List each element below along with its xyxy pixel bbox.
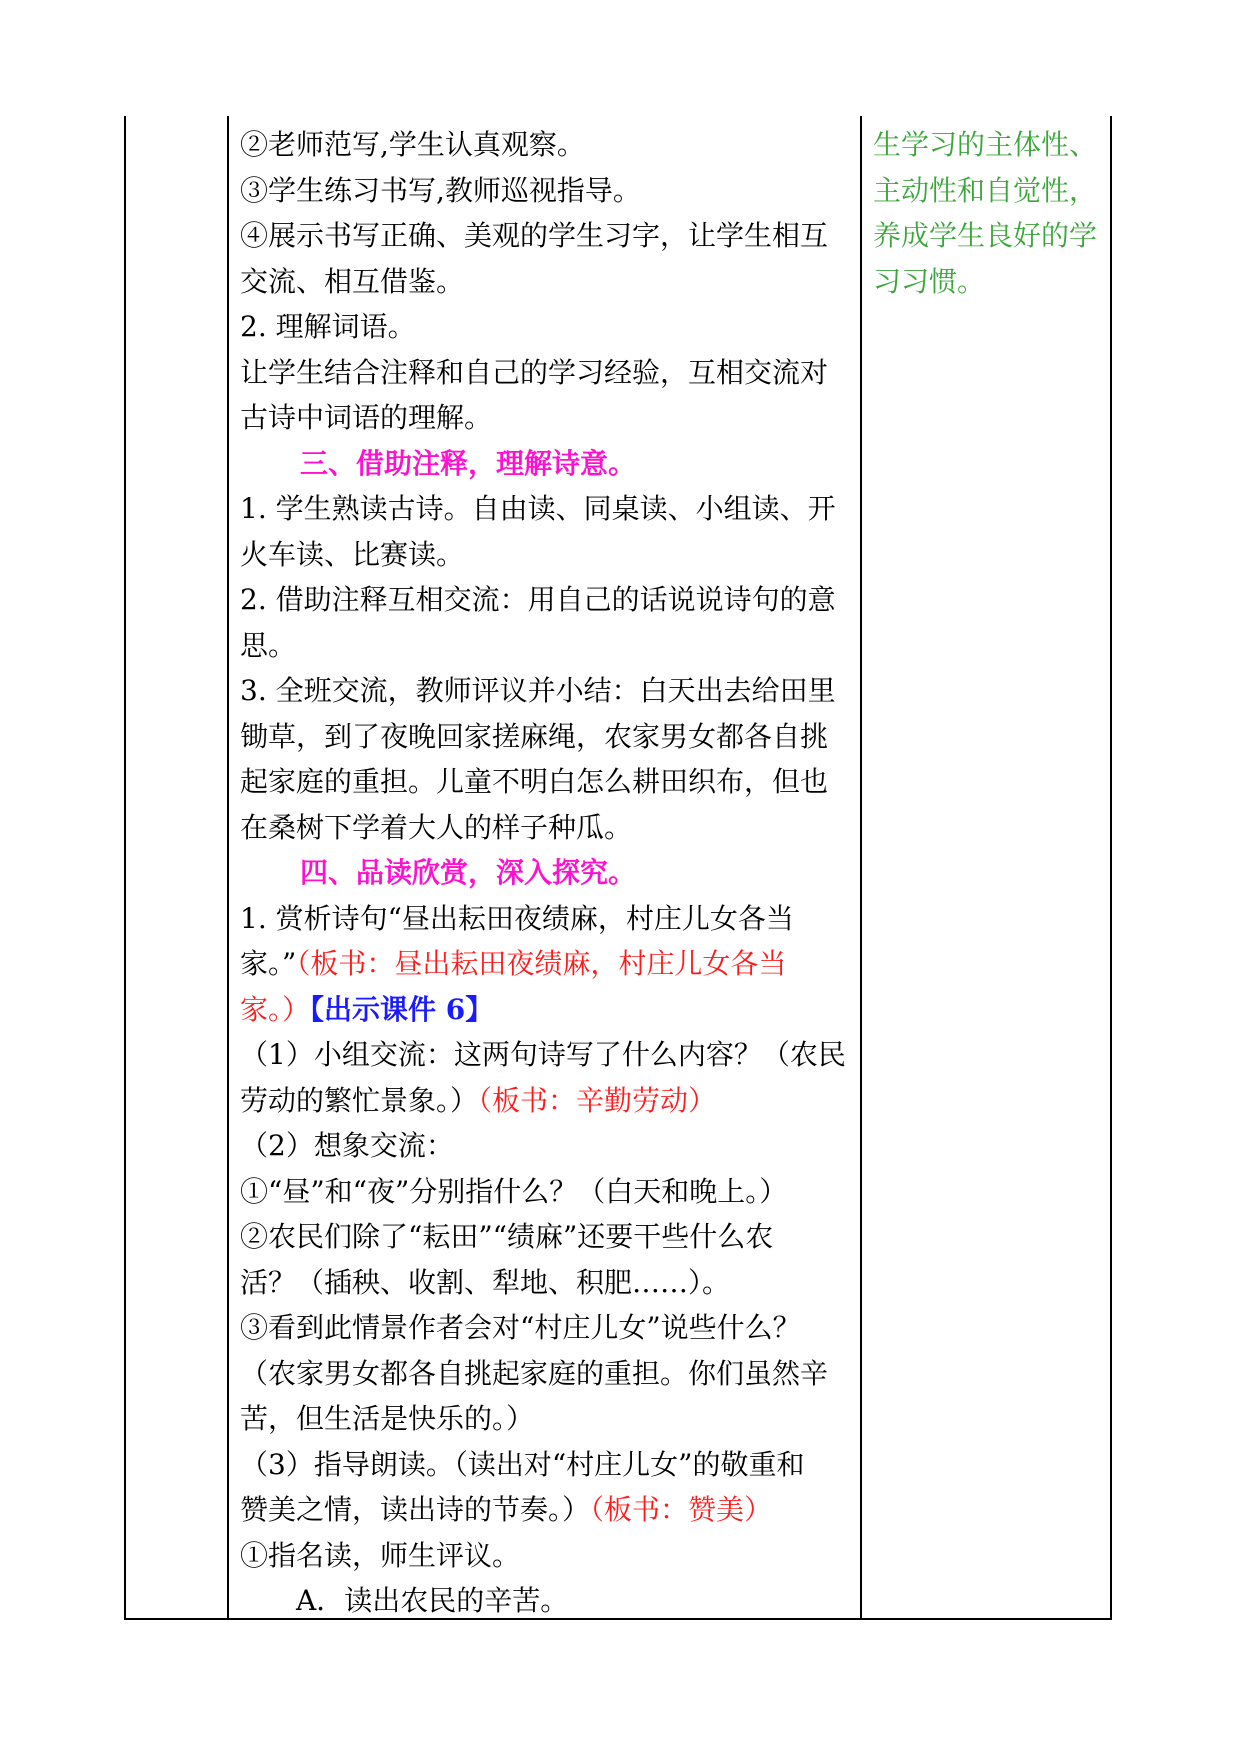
- design-intent-column: [873, 122, 1111, 304]
- text-line: A．读出农民的辛苦。: [296, 1584, 569, 1617]
- table-left-border: [124, 116, 126, 1620]
- text-line: 起家庭的重担。儿童不明白怎么耕田织布，但也: [240, 765, 829, 798]
- board-note: （板书：辛勤劳动）: [478, 1083, 717, 1117]
- text-line: （1）小组交流：这两句诗写了什么内容？（农民: [240, 1038, 846, 1071]
- table-right-border: [1110, 116, 1112, 1620]
- text-line: ①指名读，师生评议。: [240, 1538, 521, 1572]
- text-line: 锄草，到了夜晚回家搓麻绳，农家男女都各自挑: [240, 719, 829, 753]
- courseware-note: 【出示课件 6】: [310, 992, 494, 1026]
- text-line: （2）想象交流：: [240, 1129, 454, 1162]
- side-note-line: 生学习的主体性、: [873, 128, 1098, 161]
- column-divider-1: [227, 116, 229, 1620]
- teaching-process-column: [240, 122, 860, 1624]
- text-line: 1. 赏析诗句“昼出耘田夜绩麻，村庄儿女各当: [240, 901, 794, 935]
- text-segment: 赞美之情，读出诗的节奏。）: [240, 1493, 591, 1526]
- text-line: 2. 理解词语。: [240, 310, 416, 343]
- section-heading-4: 四、品读欣赏，深入探究。: [300, 856, 637, 889]
- text-line: 古诗中词语的理解。: [240, 401, 493, 434]
- text-line-mixed: [240, 1078, 860, 1124]
- section-heading-3: 三、借助注释，理解诗意。: [300, 446, 637, 480]
- board-note: （板书：昼出耘田夜绩麻，村庄儿女各当: [296, 947, 787, 980]
- text-line: 2. 借助注释互相交流：用自己的话说说诗句的意: [240, 583, 836, 616]
- column-divider-2: [860, 116, 862, 1620]
- text-line: 苦，但生活是快乐的。）: [240, 1402, 535, 1435]
- text-segment: 劳动的繁忙景象。）: [240, 1083, 479, 1117]
- text-segment: 家。”: [240, 947, 297, 980]
- side-note-line: 习习惯。: [873, 264, 986, 298]
- text-line: （农家男女都各自挑起家庭的重担。你们虽然辛: [240, 1356, 829, 1390]
- text-line: ③学生练习书写,教师巡视指导。: [240, 173, 641, 207]
- text-line: ③看到此情景作者会对“村庄儿女”说些什么？: [240, 1311, 801, 1344]
- text-line: 火车读、比赛读。: [240, 537, 465, 571]
- text-line: ④展示书写正确、美观的学生习字，让学生相互: [240, 219, 829, 252]
- board-note: （板书：赞美）: [590, 1493, 773, 1526]
- text-line: 活？（插秧、收割、犁地、积肥……）。: [240, 1265, 731, 1299]
- board-note: 家。）: [240, 992, 311, 1026]
- side-note-line: 主动性和自觉性，: [873, 173, 1098, 207]
- side-note-line: 养成学生良好的学: [873, 219, 1098, 252]
- text-line-mixed: [240, 941, 860, 987]
- text-line: 3. 全班交流，教师评议并小结：白天出去给田里: [240, 674, 836, 707]
- text-line: 1. 学生熟读古诗。自由读、同桌读、小组读、开: [240, 492, 836, 525]
- text-line: 思。: [240, 628, 297, 662]
- text-line: ②农民们除了“耘田”“绩麻”还要干些什么农: [240, 1220, 774, 1253]
- text-line: 在桑树下学着大人的样子种瓜。: [240, 810, 633, 844]
- text-line: 让学生结合注释和自己的学习经验，互相交流对: [240, 355, 829, 389]
- text-line-mixed: [240, 987, 860, 1033]
- text-line: ②老师范写,学生认真观察。: [240, 128, 585, 161]
- text-line: 交流、相互借鉴。: [240, 264, 465, 298]
- text-line: （3）指导朗读。（读出对“村庄儿女”的敬重和: [240, 1447, 805, 1481]
- text-line-mixed: [240, 1487, 860, 1533]
- text-line: ①“昼”和“夜”分别指什么？（白天和晚上。）: [240, 1174, 788, 1208]
